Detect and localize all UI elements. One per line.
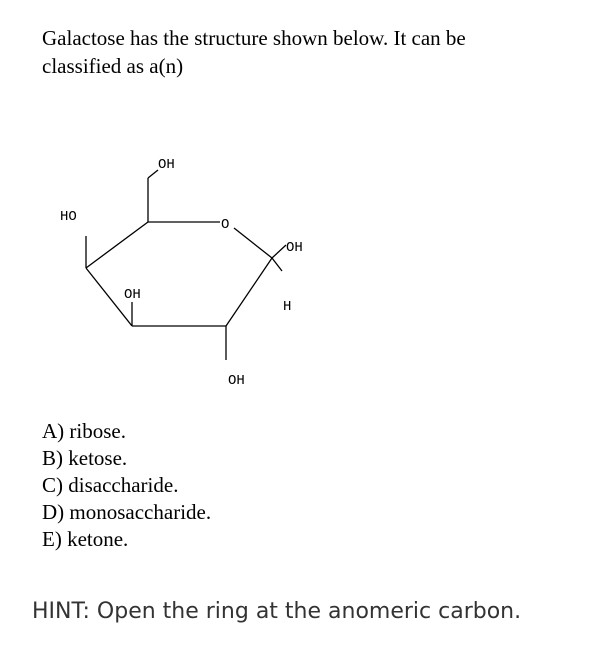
label-oh-right: OH [286, 240, 303, 256]
structure-bonds [86, 170, 286, 360]
bond-ch2-oh [148, 170, 158, 178]
choice-b: B) ketose. [42, 446, 128, 470]
label-ho-left: HO [60, 209, 77, 225]
question-line-1: Galactose has the structure shown below. It can be [42, 26, 466, 50]
label-h-right: H [283, 299, 292, 315]
answer-choices [42, 418, 211, 553]
choice-e: E) ketone. [42, 527, 129, 551]
question-line-2: classified as a(n) [42, 54, 184, 78]
choice-c: C) disaccharide. [42, 473, 179, 497]
galactose-structure [40, 140, 340, 400]
bond-c1-c2 [226, 258, 272, 326]
choice-d: D) monosaccharide. [42, 500, 212, 524]
label-oh-bottom: OH [228, 373, 245, 389]
hint-text: HINT: Open the ring at the anomeric carbon. [32, 599, 522, 624]
bond-c4-c5 [86, 222, 148, 268]
choice-a: A) ribose. [42, 419, 126, 443]
bond-o-c1 [234, 228, 272, 258]
bond-c1-oh [272, 245, 286, 258]
bond-c1-h [272, 258, 282, 271]
label-oh-mid: OH [124, 287, 141, 303]
label-ring-oxygen: O [221, 217, 230, 233]
question-text [42, 24, 582, 80]
label-oh-top: OH [158, 157, 175, 173]
